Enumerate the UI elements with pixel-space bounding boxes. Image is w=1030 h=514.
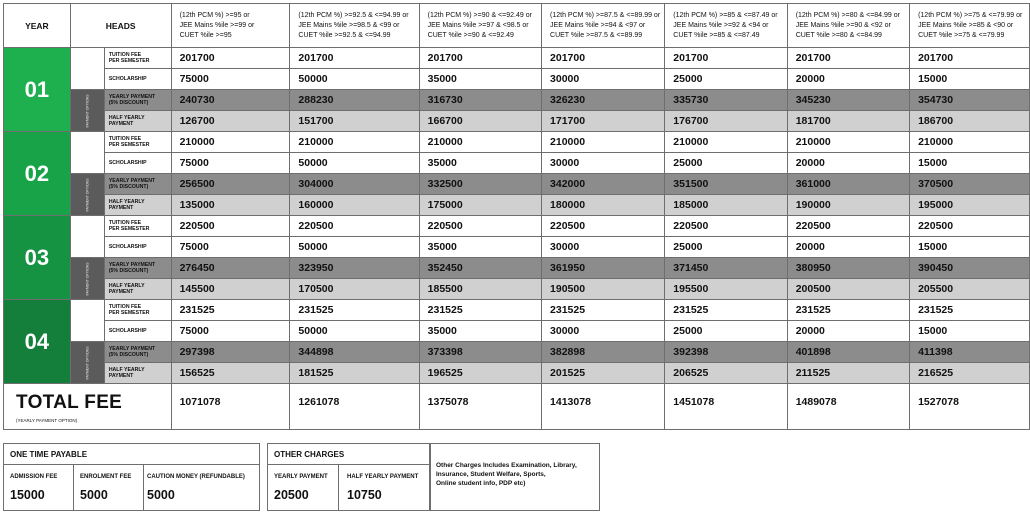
tuition-value: 201700: [171, 48, 290, 69]
side-spacer: [70, 216, 104, 258]
scholarship-value: 75000: [171, 237, 290, 258]
total-fee-value: 1375078: [419, 384, 541, 430]
head-label-half: HALF YEARLY PAYMENT: [104, 111, 171, 132]
head-label-tuition: TUITION FEE PER SEMESTER: [104, 48, 171, 69]
fee-row-scholarship: [4, 69, 1030, 90]
yearly-value: 304000: [290, 174, 419, 195]
fee-structure-table: [3, 3, 1030, 430]
scholarship-value: 25000: [665, 237, 787, 258]
fee-row-scholarship: [4, 321, 1030, 342]
payment-options-strip: [70, 90, 104, 132]
scholarship-value: 35000: [419, 69, 541, 90]
fee-row-scholarship: [4, 153, 1030, 174]
total-fee-value: 1261078: [290, 384, 419, 430]
fee-row-half: [4, 363, 1030, 384]
total-fee-label-cell: [4, 384, 172, 430]
payment-options-strip: [70, 258, 104, 300]
fee-row-tuition: [4, 48, 1030, 69]
yearly-value: 288230: [290, 90, 419, 111]
payment-options-label: PAYMENT OPTIONS: [85, 261, 90, 296]
half-value: 135000: [171, 195, 290, 216]
head-label-scholarship: SCHOLARSHIP: [104, 321, 171, 342]
yearly-value: 370500: [910, 174, 1030, 195]
scholarship-value: 30000: [542, 237, 665, 258]
fee-row-yearly: [4, 174, 1030, 195]
side-spacer: [70, 132, 104, 174]
yearly-value: 371450: [665, 258, 787, 279]
tuition-value: 231525: [171, 300, 290, 321]
tuition-value: 201700: [419, 48, 541, 69]
head-label-yearly: YEARLY PAYMENT (5% DISCOUNT): [104, 258, 171, 279]
fee-row-half: [4, 111, 1030, 132]
tuition-value: 210000: [910, 132, 1030, 153]
scholarship-value: 50000: [290, 321, 419, 342]
scholarship-value: 35000: [419, 321, 541, 342]
yearly-value: 316730: [419, 90, 541, 111]
header-row: [4, 4, 1030, 48]
yearly-value: 411398: [910, 342, 1030, 363]
scholarship-value: 30000: [542, 153, 665, 174]
head-label-half: HALF YEARLY PAYMENT: [104, 195, 171, 216]
tuition-value: 210000: [171, 132, 290, 153]
half-value: 186700: [910, 111, 1030, 132]
one-time-payable-box: [3, 443, 260, 511]
fee-row-half: [4, 279, 1030, 300]
tuition-value: 210000: [665, 132, 787, 153]
half-value: 200500: [787, 279, 909, 300]
half-value: 151700: [290, 111, 419, 132]
year-label: 01: [4, 48, 71, 132]
fee-row-tuition: [4, 132, 1030, 153]
head-label-tuition: TUITION FEE PER SEMESTER: [104, 300, 171, 321]
tuition-value: 220500: [910, 216, 1030, 237]
scholarship-value: 25000: [665, 321, 787, 342]
admission-fee-value: 15000: [10, 488, 45, 502]
total-fee-value: 1451078: [665, 384, 787, 430]
half-value: 175000: [419, 195, 541, 216]
scholarship-value: 30000: [542, 69, 665, 90]
total-fee-sublabel: (YEARLY PAYMENT OPTION): [16, 418, 78, 423]
enrolment-fee-label: ENROLMENT FEE: [80, 474, 132, 480]
scholarship-value: 30000: [542, 321, 665, 342]
yearly-value: 382898: [542, 342, 665, 363]
payment-options-label: PAYMENT OPTIONS: [85, 93, 90, 128]
tuition-value: 220500: [419, 216, 541, 237]
yearly-value: 351500: [665, 174, 787, 195]
half-value: 181525: [290, 363, 419, 384]
half-value: 126700: [171, 111, 290, 132]
yearly-value: 326230: [542, 90, 665, 111]
fee-row-yearly: [4, 90, 1030, 111]
half-value: 166700: [419, 111, 541, 132]
head-label-tuition: TUITION FEE PER SEMESTER: [104, 216, 171, 237]
payment-options-label: PAYMENT OPTIONS: [85, 177, 90, 212]
scholarship-value: 35000: [419, 237, 541, 258]
criteria-header: (12th PCM %) >=90 & <=92.49 or JEE Mains %ile >=97 & <98.5 or CUET %ile >=90 & <=92.49: [419, 4, 541, 48]
other-charges-note-box: [430, 443, 600, 511]
admission-fee-label: ADMISSION FEE: [10, 474, 58, 480]
yearly-value: 335730: [665, 90, 787, 111]
divider: [143, 464, 144, 510]
side-spacer: [70, 300, 104, 342]
half-value: 185500: [419, 279, 541, 300]
tuition-value: 201700: [542, 48, 665, 69]
yearly-value: 276450: [171, 258, 290, 279]
tuition-value: 201700: [910, 48, 1030, 69]
total-fee-value: 1489078: [787, 384, 909, 430]
half-value: 205500: [910, 279, 1030, 300]
fee-row-half: [4, 195, 1030, 216]
tuition-value: 220500: [665, 216, 787, 237]
tuition-value: 231525: [910, 300, 1030, 321]
payment-options-strip: [70, 174, 104, 216]
tuition-value: 201700: [787, 48, 909, 69]
divider: [268, 464, 429, 465]
scholarship-value: 20000: [787, 153, 909, 174]
tuition-value: 210000: [419, 132, 541, 153]
yearly-value: 323950: [290, 258, 419, 279]
year-label: 04: [4, 300, 71, 384]
scholarship-value: 15000: [910, 237, 1030, 258]
half-value: 216525: [910, 363, 1030, 384]
payment-options-strip: [70, 342, 104, 384]
tuition-value: 220500: [290, 216, 419, 237]
half-value: 206525: [665, 363, 787, 384]
yearly-value: 240730: [171, 90, 290, 111]
total-fee-row: [4, 384, 1030, 430]
year-label: 03: [4, 216, 71, 300]
tuition-value: 210000: [290, 132, 419, 153]
half-value: 201525: [542, 363, 665, 384]
other-charges-box: [267, 443, 430, 511]
one-time-payable-title: ONE TIME PAYABLE: [10, 450, 88, 459]
heads-column-header: HEADS: [70, 4, 171, 48]
yearly-value: 361950: [542, 258, 665, 279]
half-value: 176700: [665, 111, 787, 132]
head-label-scholarship: SCHOLARSHIP: [104, 237, 171, 258]
head-label-half: HALF YEARLY PAYMENT: [104, 279, 171, 300]
scholarship-value: 20000: [787, 321, 909, 342]
caution-money-label: CAUTION MONEY (REFUNDABLE): [147, 474, 245, 480]
yearly-value: 392398: [665, 342, 787, 363]
yearly-value: 390450: [910, 258, 1030, 279]
half-value: 190000: [787, 195, 909, 216]
criteria-header: (12th PCM %) >=75 & <=79.99 or JEE Mains %ile >=85 & <90 or CUET %ile >=75 & <=79.99: [910, 4, 1030, 48]
half-value: 171700: [542, 111, 665, 132]
divider: [338, 464, 339, 510]
criteria-header: (12th PCM %) >=80 & <=84.99 or JEE Mains %ile >=90 & <92 or CUET %ile >=80 & <=84.99: [787, 4, 909, 48]
scholarship-value: 75000: [171, 153, 290, 174]
year-label: 02: [4, 132, 71, 216]
tuition-value: 231525: [665, 300, 787, 321]
scholarship-value: 25000: [665, 153, 787, 174]
total-fee-value: 1527078: [910, 384, 1030, 430]
yearly-value: 373398: [419, 342, 541, 363]
scholarship-value: 50000: [290, 153, 419, 174]
yearly-value: 297398: [171, 342, 290, 363]
half-yearly-payment-value: 10750: [347, 488, 382, 502]
yearly-value: 352450: [419, 258, 541, 279]
half-value: 156525: [171, 363, 290, 384]
yearly-value: 361000: [787, 174, 909, 195]
tuition-value: 210000: [787, 132, 909, 153]
scholarship-value: 15000: [910, 69, 1030, 90]
scholarship-value: 15000: [910, 321, 1030, 342]
other-charges-title: OTHER CHARGES: [274, 450, 345, 459]
scholarship-value: 50000: [290, 69, 419, 90]
side-spacer: [70, 48, 104, 90]
yearly-value: 401898: [787, 342, 909, 363]
scholarship-value: 15000: [910, 153, 1030, 174]
scholarship-value: 20000: [787, 237, 909, 258]
yearly-value: 354730: [910, 90, 1030, 111]
divider: [73, 464, 74, 510]
head-label-scholarship: SCHOLARSHIP: [104, 69, 171, 90]
enrolment-fee-value: 5000: [80, 488, 108, 502]
total-fee-label: TOTAL FEE: [16, 392, 123, 413]
half-value: 190500: [542, 279, 665, 300]
yearly-value: 380950: [787, 258, 909, 279]
half-value: 195000: [910, 195, 1030, 216]
half-value: 196525: [419, 363, 541, 384]
yearly-value: 344898: [290, 342, 419, 363]
fee-row-yearly: [4, 342, 1030, 363]
half-value: 181700: [787, 111, 909, 132]
tuition-value: 220500: [542, 216, 665, 237]
tuition-value: 201700: [665, 48, 787, 69]
scholarship-value: 75000: [171, 321, 290, 342]
head-label-tuition: TUITION FEE PER SEMESTER: [104, 132, 171, 153]
tuition-value: 231525: [542, 300, 665, 321]
tuition-value: 231525: [787, 300, 909, 321]
tuition-value: 220500: [171, 216, 290, 237]
half-value: 211525: [787, 363, 909, 384]
yearly-payment-value: 20500: [274, 488, 309, 502]
fee-row-tuition: [4, 300, 1030, 321]
divider: [4, 464, 259, 465]
caution-money-value: 5000: [147, 488, 175, 502]
half-yearly-payment-label: HALF YEARLY PAYMENT: [347, 474, 419, 480]
scholarship-value: 75000: [171, 69, 290, 90]
yearly-value: 342000: [542, 174, 665, 195]
fee-row-scholarship: [4, 237, 1030, 258]
total-fee-value: 1413078: [542, 384, 665, 430]
tuition-value: 210000: [542, 132, 665, 153]
head-label-scholarship: SCHOLARSHIP: [104, 153, 171, 174]
yearly-value: 256500: [171, 174, 290, 195]
fee-row-yearly: [4, 258, 1030, 279]
yearly-value: 332500: [419, 174, 541, 195]
total-fee-value: 1071078: [171, 384, 290, 430]
tuition-value: 231525: [419, 300, 541, 321]
other-charges-note: Other Charges Includes Examination, Library, Insurance, Student Welfare, Sports, Online student info, PDP etc): [436, 462, 577, 487]
tuition-value: 220500: [787, 216, 909, 237]
criteria-header: (12th PCM %) >=95 or JEE Mains %ile >=99 or CUET %ile >=95: [171, 4, 290, 48]
half-value: 180000: [542, 195, 665, 216]
year-column-header: YEAR: [4, 4, 71, 48]
yearly-payment-label: YEARLY PAYMENT: [274, 474, 328, 480]
head-label-yearly: YEARLY PAYMENT (5% DISCOUNT): [104, 90, 171, 111]
head-label-half: HALF YEARLY PAYMENT: [104, 363, 171, 384]
tuition-value: 231525: [290, 300, 419, 321]
criteria-header: (12th PCM %) >=92.5 & <=94.99 or JEE Mains %ile >=98.5 & <99 or CUET %ile >=92.5 & <=94.99: [290, 4, 419, 48]
scholarship-value: 50000: [290, 237, 419, 258]
half-value: 185000: [665, 195, 787, 216]
yearly-value: 345230: [787, 90, 909, 111]
scholarship-value: 20000: [787, 69, 909, 90]
criteria-header: (12th PCM %) >=85 & <=87.49 or JEE Mains %ile >=92 & <94 or CUET %ile >=85 & <=87.49: [665, 4, 787, 48]
scholarship-value: 25000: [665, 69, 787, 90]
payment-options-label: PAYMENT OPTIONS: [85, 345, 90, 380]
tuition-value: 201700: [290, 48, 419, 69]
half-value: 170500: [290, 279, 419, 300]
half-value: 145500: [171, 279, 290, 300]
criteria-header: (12th PCM %) >=87.5 & <=89.99 or JEE Mains %ile >=94 & <97 or CUET %ile >=87.5 & <=89.99: [542, 4, 665, 48]
scholarship-value: 35000: [419, 153, 541, 174]
half-value: 160000: [290, 195, 419, 216]
head-label-yearly: YEARLY PAYMENT (5% DISCOUNT): [104, 174, 171, 195]
half-value: 195500: [665, 279, 787, 300]
fee-row-tuition: [4, 216, 1030, 237]
head-label-yearly: YEARLY PAYMENT (5% DISCOUNT): [104, 342, 171, 363]
